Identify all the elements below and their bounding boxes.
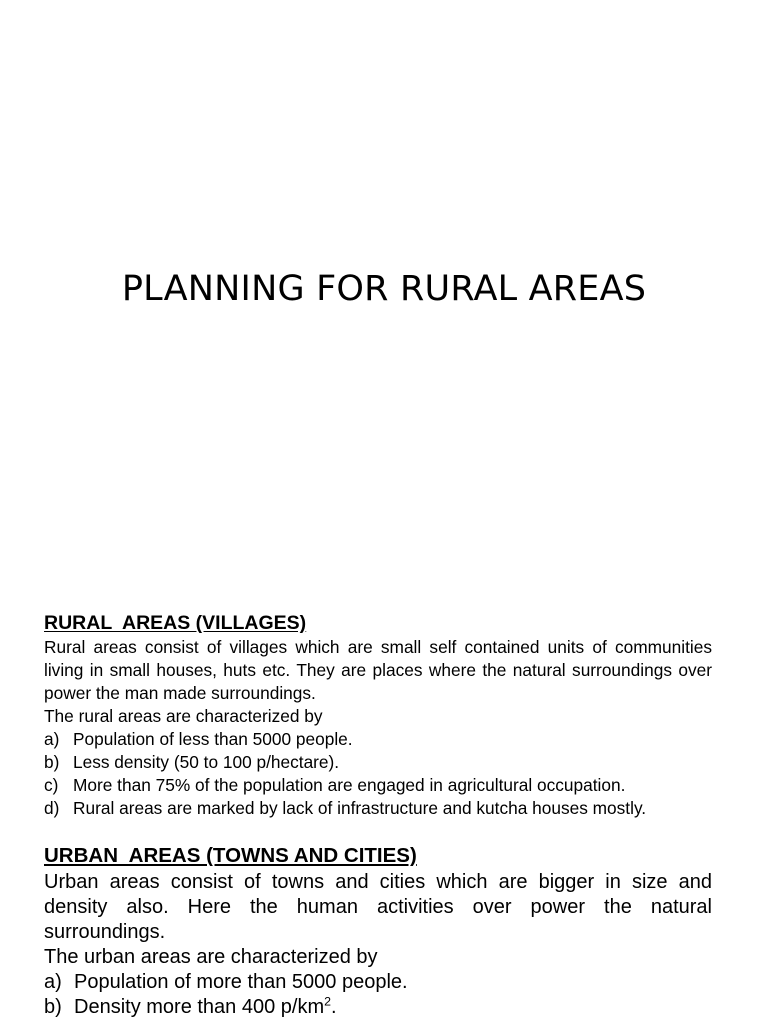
list-marker: a) bbox=[44, 971, 62, 993]
page-title: PLANNING FOR RURAL AREAS bbox=[121, 269, 647, 309]
list-item-text: Density more than 400 p/km bbox=[74, 996, 325, 1018]
list-marker: d) bbox=[44, 798, 60, 818]
urban-areas-heading: URBAN AREAS (TOWNS AND CITIES) bbox=[44, 844, 417, 867]
urban-areas-lead: The urban areas are characterized by bbox=[44, 946, 378, 968]
list-item-text: More than 75% of the population are engaged in agricultural occupation. bbox=[73, 775, 626, 795]
list-marker: b) bbox=[44, 752, 60, 772]
list-item-text: Population of more than 5000 people. bbox=[74, 971, 408, 993]
list-item bbox=[44, 774, 712, 797]
list-marker: b) bbox=[44, 996, 62, 1018]
list-item bbox=[44, 728, 712, 751]
rural-characteristics-list bbox=[44, 728, 712, 820]
list-item-text: Population of less than 5000 people. bbox=[73, 729, 353, 749]
list-item bbox=[44, 970, 712, 995]
list-item-suffix: . bbox=[331, 996, 337, 1018]
list-item-text: Less density (50 to 100 p/hectare). bbox=[73, 752, 340, 772]
urban-areas-section bbox=[44, 842, 712, 1020]
rural-areas-lead: The rural areas are characterized by bbox=[44, 706, 323, 726]
list-item bbox=[44, 995, 712, 1020]
list-item bbox=[44, 797, 712, 820]
superscript: 2 bbox=[324, 994, 332, 1009]
urban-areas-description: Urban areas consist of towns and cities which are bigger in size and density also. Here the human activities over power the natural surroundings. bbox=[44, 871, 712, 943]
list-item-text: Rural areas are marked by lack of infrastructure and kutcha houses mostly. bbox=[73, 798, 647, 818]
rural-areas-section bbox=[44, 610, 712, 820]
urban-characteristics-list bbox=[44, 970, 712, 1020]
rural-areas-heading: RURAL AREAS (VILLAGES) bbox=[44, 612, 307, 634]
list-item-content bbox=[74, 995, 337, 1020]
list-marker: c) bbox=[44, 775, 59, 795]
rural-areas-description: Rural areas consist of villages which are small self contained units of communities living in small houses, huts etc. They are places where the natural surroundings over power the man made surroundings. bbox=[44, 637, 712, 703]
list-item bbox=[44, 751, 712, 774]
list-marker: a) bbox=[44, 729, 60, 749]
